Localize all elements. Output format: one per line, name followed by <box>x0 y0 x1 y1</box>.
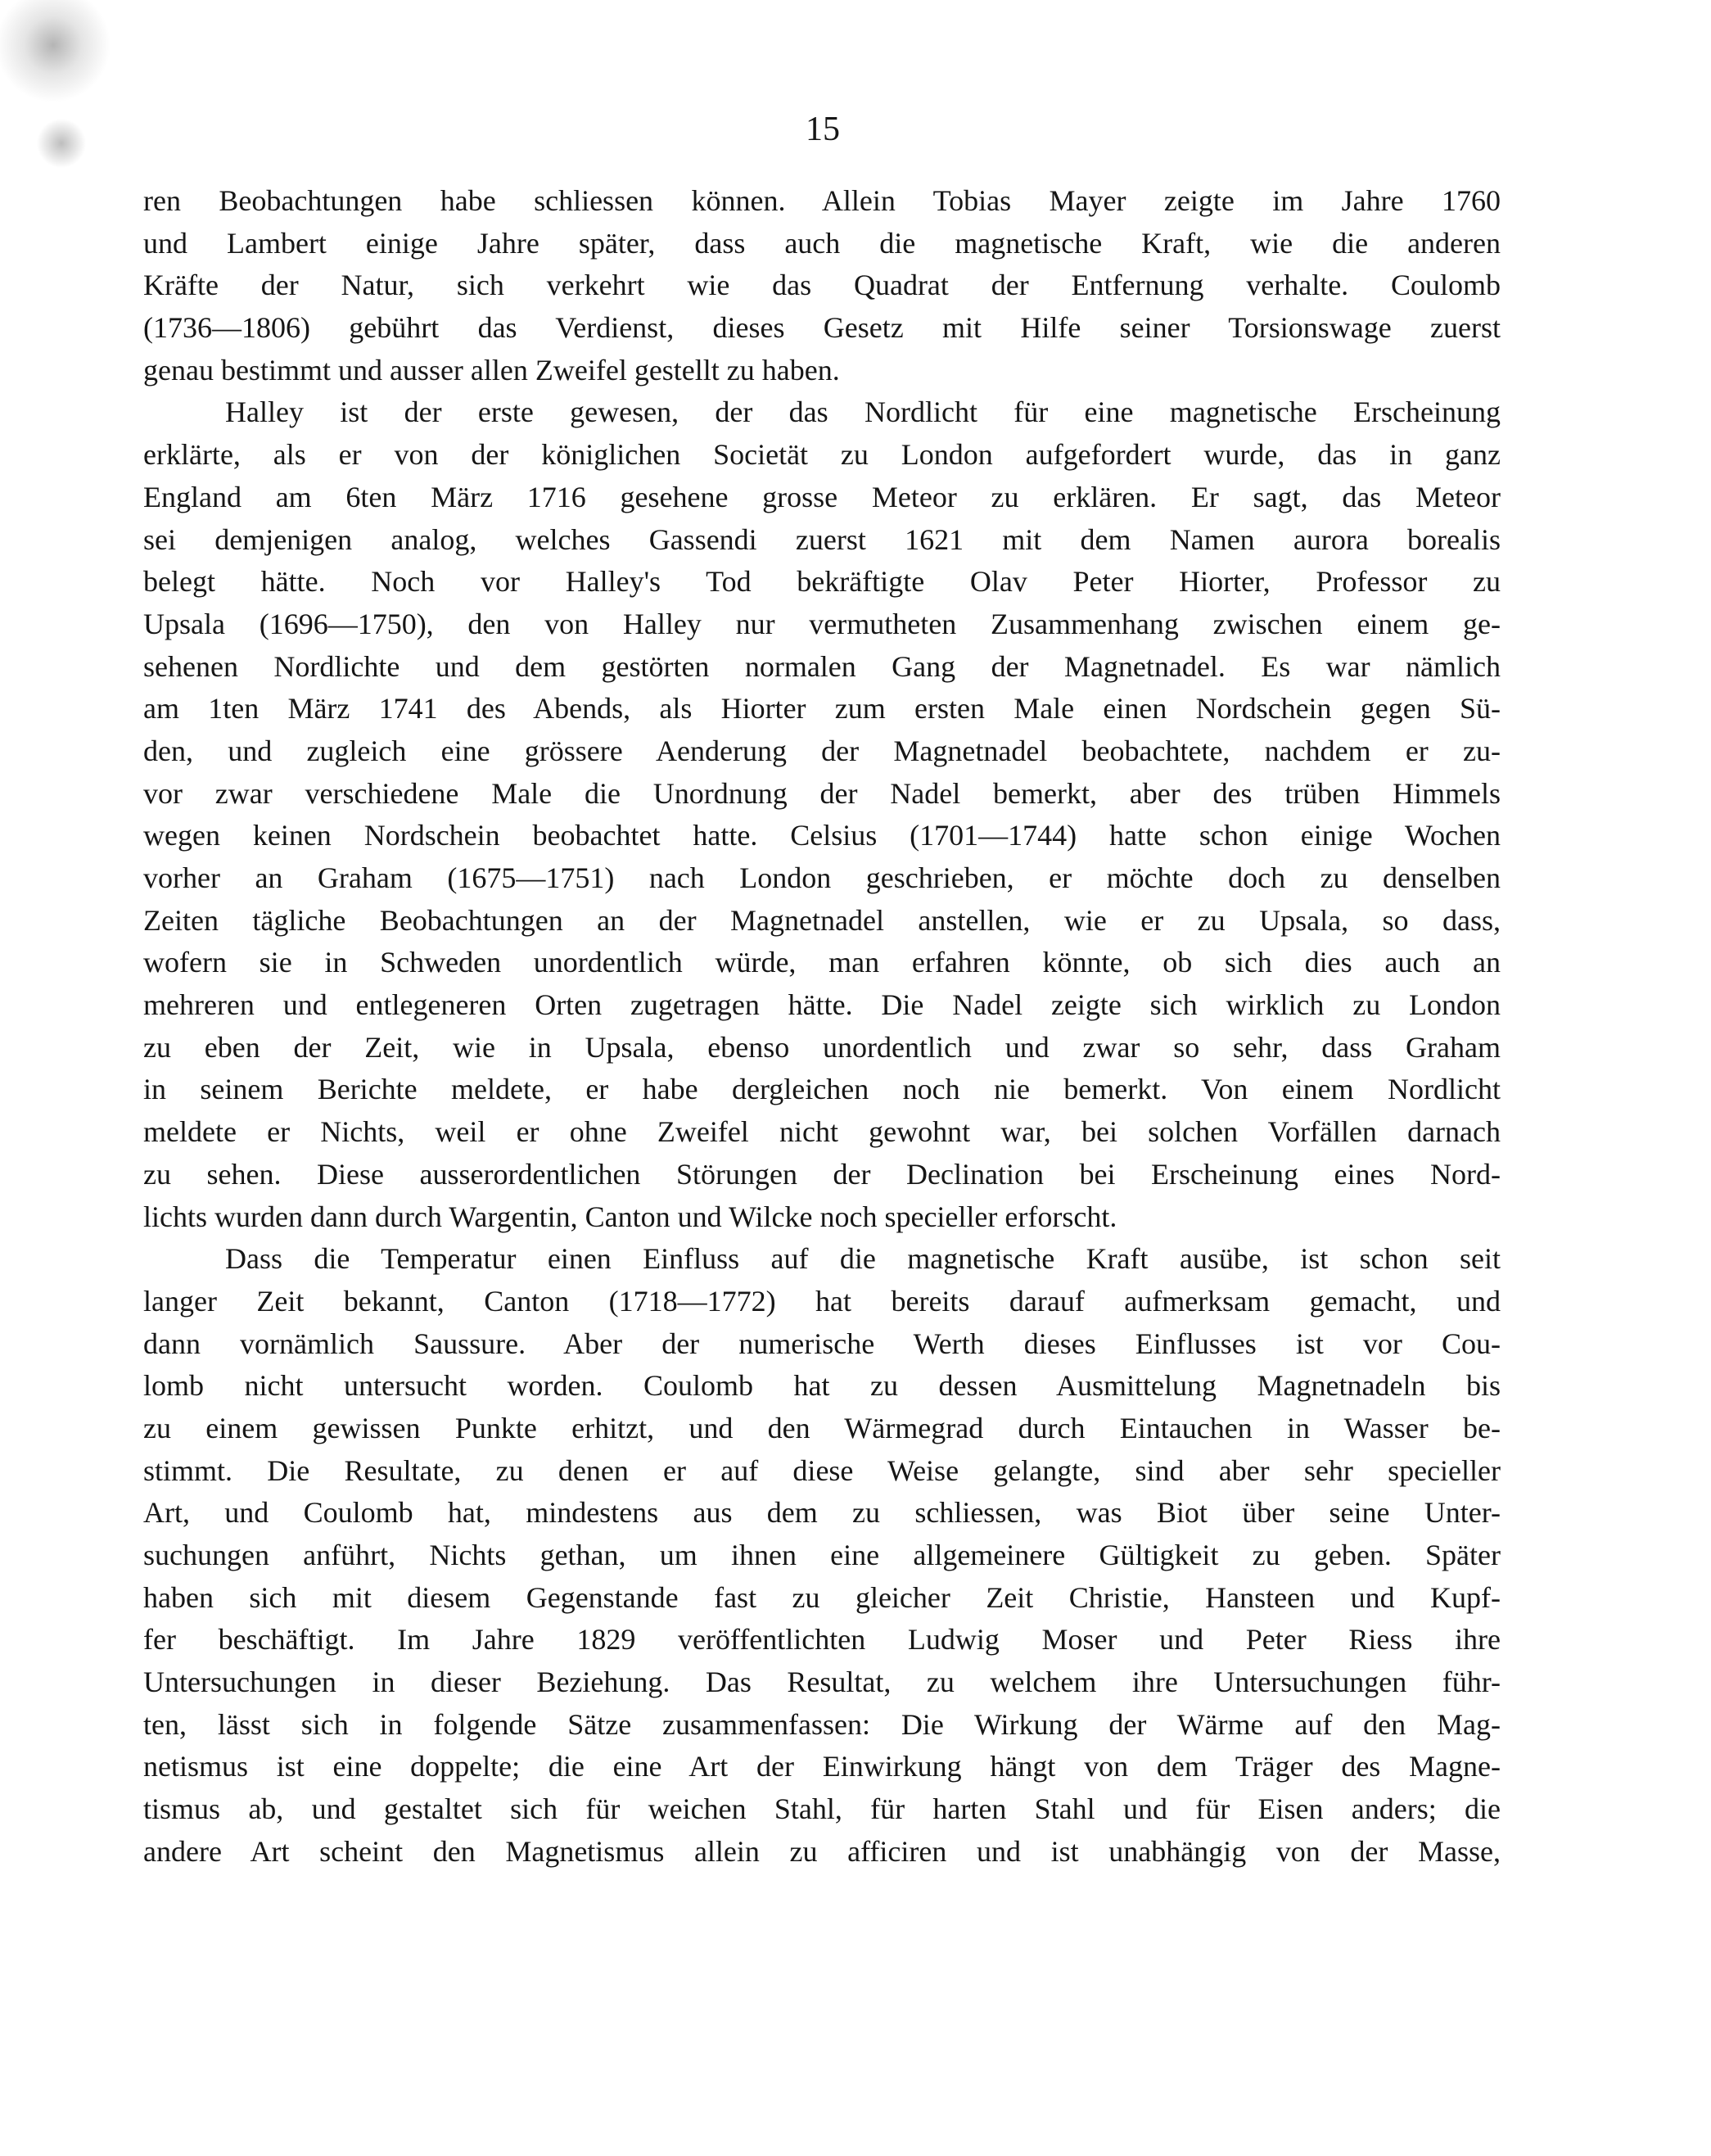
text-line: sei demjenigen analog, welches Gassendi zuerst 1621 mit dem Namen aurora borealis <box>143 522 1501 556</box>
page-number: 15 <box>806 111 840 148</box>
scan-smudge <box>0 0 115 115</box>
text-line: in seinem Berichte meldete, er habe dergleichen noch nie bemerkt. Von einem Nordlicht <box>143 1073 1501 1106</box>
text-line: dann vornämlich Saussure. Aber der numerische Werth dieses Einflusses ist vor Cou- <box>143 1327 1501 1360</box>
text-line: belegt hätte. Noch vor Halley's Tod bekräftigte Olav Peter Hiorter, Professor zu <box>143 565 1501 599</box>
text-line: Kräfte der Natur, sich verkehrt wie das Quadrat der Entfernung verhalte. Coulomb <box>143 269 1501 302</box>
text-line: meldete er Nichts, weil er ohne Zweifel nicht gewohnt war, bei solchen Vorfällen darnach <box>143 1115 1501 1149</box>
text-line: Untersuchungen in dieser Beziehung. Das Resultat, zu welchem ihre Untersuchungen führ- <box>143 1666 1501 1699</box>
text-line: lichts wurden dann durch Wargentin, Canton und Wilcke noch specieller erforscht. <box>143 1200 1117 1233</box>
text-line: zu einem gewissen Punkte erhitzt, und den Wärmegrad durch Eintauchen in Wasser be- <box>143 1411 1501 1444</box>
text-line: stimmt. Die Resultate, zu denen er auf diese Weise gelangte, sind aber sehr specieller <box>143 1453 1501 1487</box>
text-line: vor zwar verschiedene Male die Unordnung der Nadel bemerkt, aber des trüben Himmels <box>143 776 1501 810</box>
text-line: und Lambert einige Jahre später, dass auch die magnetische Kraft, wie die anderen <box>143 226 1501 260</box>
text-line: genau bestimmt und ausser allen Zweifel gestellt zu haben. <box>143 353 840 386</box>
body-text <box>143 180 1501 1874</box>
text-line: Art, und Coulomb hat, mindestens aus dem zu schliessen, was Biot über seine Unter- <box>143 1496 1501 1530</box>
text-line: zu sehen. Diese ausserordentlichen Störungen der Declination bei Erscheinung eines Nord- <box>143 1157 1501 1191</box>
text-line: am 1ten März 1741 des Abends, als Hiorter zum ersten Male einen Nordschein gegen Sü- <box>143 692 1501 725</box>
text-line: zu eben der Zeit, wie in Upsala, ebenso unordentlich und zwar so sehr, dass Graham <box>143 1030 1501 1064</box>
text-line: den, und zugleich eine grössere Aenderung der Magnetnadel beobachtete, nachdem er zu- <box>143 734 1501 767</box>
text-line: Upsala (1696—1750), den von Halley nur vermutheten Zusammenhang zwischen einem ge- <box>143 607 1501 640</box>
paragraph-first-line: Halley ist der erste gewesen, der das Nordlicht für eine magnetische Erscheinung <box>225 395 1501 429</box>
text-line: wegen keinen Nordschein beobachtet hatte. Celsius (1701—1744) hatte schon einige Wochen <box>143 819 1501 852</box>
paragraph-first-line: Dass die Temperatur einen Einfluss auf die magnetische Kraft ausübe, ist schon seit <box>225 1242 1501 1276</box>
text-line: wofern sie in Schweden unordentlich würde, man erfahren könnte, ob sich dies auch an <box>143 946 1501 979</box>
text-line: netismus ist eine doppelte; die eine Art der Einwirkung hängt von dem Träger des Magne- <box>143 1750 1501 1783</box>
text-line: erklärte, als er von der königlichen Societät zu London aufgefordert wurde, das in ganz <box>143 438 1501 472</box>
text-line: tismus ab, und gestaltet sich für weichen Stahl, für harten Stahl und für Eisen anders; die <box>143 1792 1501 1826</box>
text-line: ren Beobachtungen habe schliessen können. Allein Tobias Mayer zeigte im Jahre 1760 <box>143 184 1501 217</box>
text-line: fer beschäftigt. Im Jahre 1829 veröffentlichten Ludwig Moser und Peter Riess ihre <box>143 1623 1501 1657</box>
text-line: sehenen Nordlichte und dem gestörten normalen Gang der Magnetnadel. Es war nämlich <box>143 649 1501 683</box>
text-line: suchungen anführt, Nichts gethan, um ihnen eine allgemeinere Gültigkeit zu geben. Später <box>143 1539 1501 1571</box>
text-line: ten, lässt sich in folgende Sätze zusammenfassen: Die Wirkung der Wärme auf den Mag- <box>143 1707 1501 1741</box>
text-line: lomb nicht untersucht worden. Coulomb hat zu dessen Ausmittelung Magnetnadeln bis <box>143 1369 1501 1403</box>
text-line: (1736—1806) gebührt das Verdienst, dieses Gesetz mit Hilfe seiner Torsionswage zuerst <box>143 311 1501 345</box>
text-line: langer Zeit bekannt, Canton (1718—1772) hat bereits darauf aufmerksam gemacht, und <box>143 1284 1501 1318</box>
text-line: andere Art scheint den Magnetismus allein zu afficiren und ist unabhängig von der Masse, <box>143 1834 1501 1868</box>
text-line: haben sich mit diesem Gegenstande fast zu gleicher Zeit Christie, Hansteen und Kupf- <box>143 1580 1501 1614</box>
text-line: Zeiten tägliche Beobachtungen an der Magnetnadel anstellen, wie er zu Upsala, so dass, <box>143 903 1501 937</box>
text-line: England am 6ten März 1716 gesehene grosse Meteor zu erklären. Er sagt, das Meteor <box>143 480 1501 513</box>
text-line: mehreren und entlegeneren Orten zugetragen hätte. Die Nadel zeigte sich wirklich zu London <box>143 988 1501 1022</box>
text-line: vorher an Graham (1675—1751) nach London geschrieben, er möchte doch zu denselben <box>143 861 1501 894</box>
